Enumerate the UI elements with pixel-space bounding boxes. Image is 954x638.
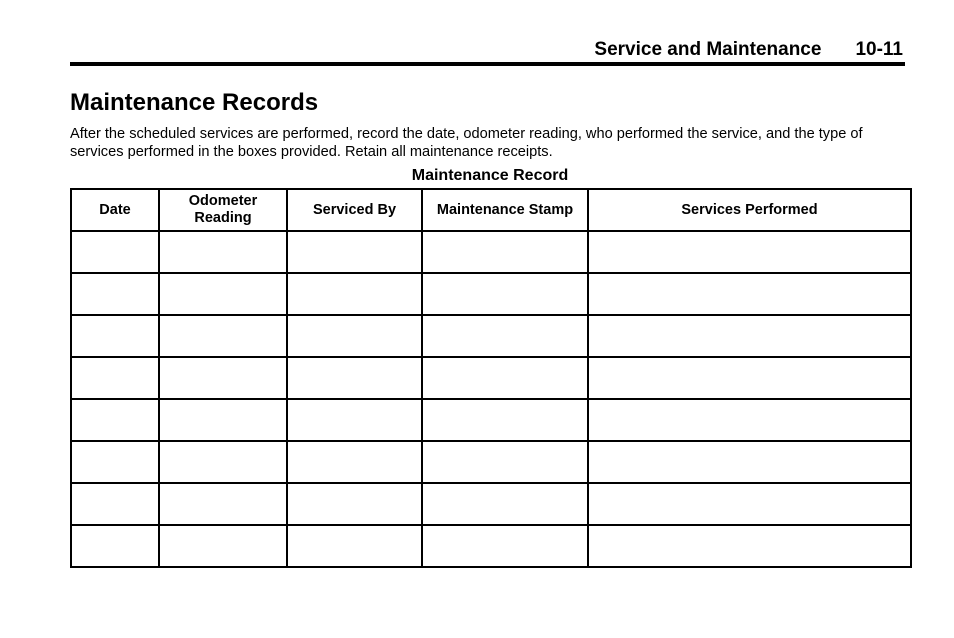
maintenance-stamp-cell[interactable] [422,357,588,399]
odometer-cell[interactable] [159,231,287,273]
services-performed-cell[interactable] [588,441,911,483]
date-cell[interactable] [71,525,159,567]
odometer-cell[interactable] [159,315,287,357]
table-row [71,483,911,525]
odometer-cell[interactable] [159,273,287,315]
maintenance-stamp-cell[interactable] [422,483,588,525]
services-performed-cell[interactable] [588,483,911,525]
maintenance-stamp-cell[interactable] [422,399,588,441]
services-performed-cell[interactable] [588,525,911,567]
table-header-row [71,189,911,231]
odometer-cell[interactable] [159,525,287,567]
page-title: Maintenance Records [70,89,319,116]
table-row [71,399,911,441]
serviced-by-cell[interactable] [287,357,422,399]
date-cell[interactable] [71,315,159,357]
odometer-cell[interactable] [159,357,287,399]
date-cell[interactable] [71,231,159,273]
services-performed-cell[interactable] [588,399,911,441]
page-number: 10-11 [855,39,903,60]
column-header-services-performed: Services Performed [588,189,911,231]
serviced-by-cell[interactable] [287,441,422,483]
serviced-by-cell[interactable] [287,231,422,273]
header-rule [70,62,905,66]
odometer-cell[interactable] [159,483,287,525]
maintenance-stamp-cell[interactable] [422,525,588,567]
maintenance-stamp-cell[interactable] [422,441,588,483]
maintenance-record-table [70,188,912,568]
table-row [71,357,911,399]
services-performed-cell[interactable] [588,315,911,357]
intro-paragraph: After the scheduled services are performed, record the date, odometer reading, who performed the service, and the type of services performed in the boxes provided. Retain all maintenance receipts. [70,126,863,160]
table-row [71,231,911,273]
services-performed-cell[interactable] [588,273,911,315]
serviced-by-cell[interactable] [287,525,422,567]
odometer-cell[interactable] [159,399,287,441]
odometer-cell[interactable] [159,441,287,483]
serviced-by-cell[interactable] [287,315,422,357]
table-row [71,273,911,315]
table-row [71,525,911,567]
column-header-maintenance-stamp: Maintenance Stamp [422,189,588,231]
services-performed-cell[interactable] [588,357,911,399]
serviced-by-cell[interactable] [287,273,422,315]
table-row [71,315,911,357]
serviced-by-cell[interactable] [287,483,422,525]
date-cell[interactable] [71,399,159,441]
date-cell[interactable] [71,273,159,315]
services-performed-cell[interactable] [588,231,911,273]
maintenance-stamp-cell[interactable] [422,315,588,357]
section-name: Service and Maintenance [594,39,822,60]
column-header-odometer-reading: Odometer Reading [159,189,287,231]
column-header-serviced-by: Serviced By [287,189,422,231]
table-row [71,441,911,483]
date-cell[interactable] [71,441,159,483]
serviced-by-cell[interactable] [287,399,422,441]
running-head [70,38,903,64]
date-cell[interactable] [71,357,159,399]
column-header-date: Date [71,189,159,231]
date-cell[interactable] [71,483,159,525]
maintenance-stamp-cell[interactable] [422,273,588,315]
maintenance-stamp-cell[interactable] [422,231,588,273]
table-caption: Maintenance Record [411,167,569,184]
